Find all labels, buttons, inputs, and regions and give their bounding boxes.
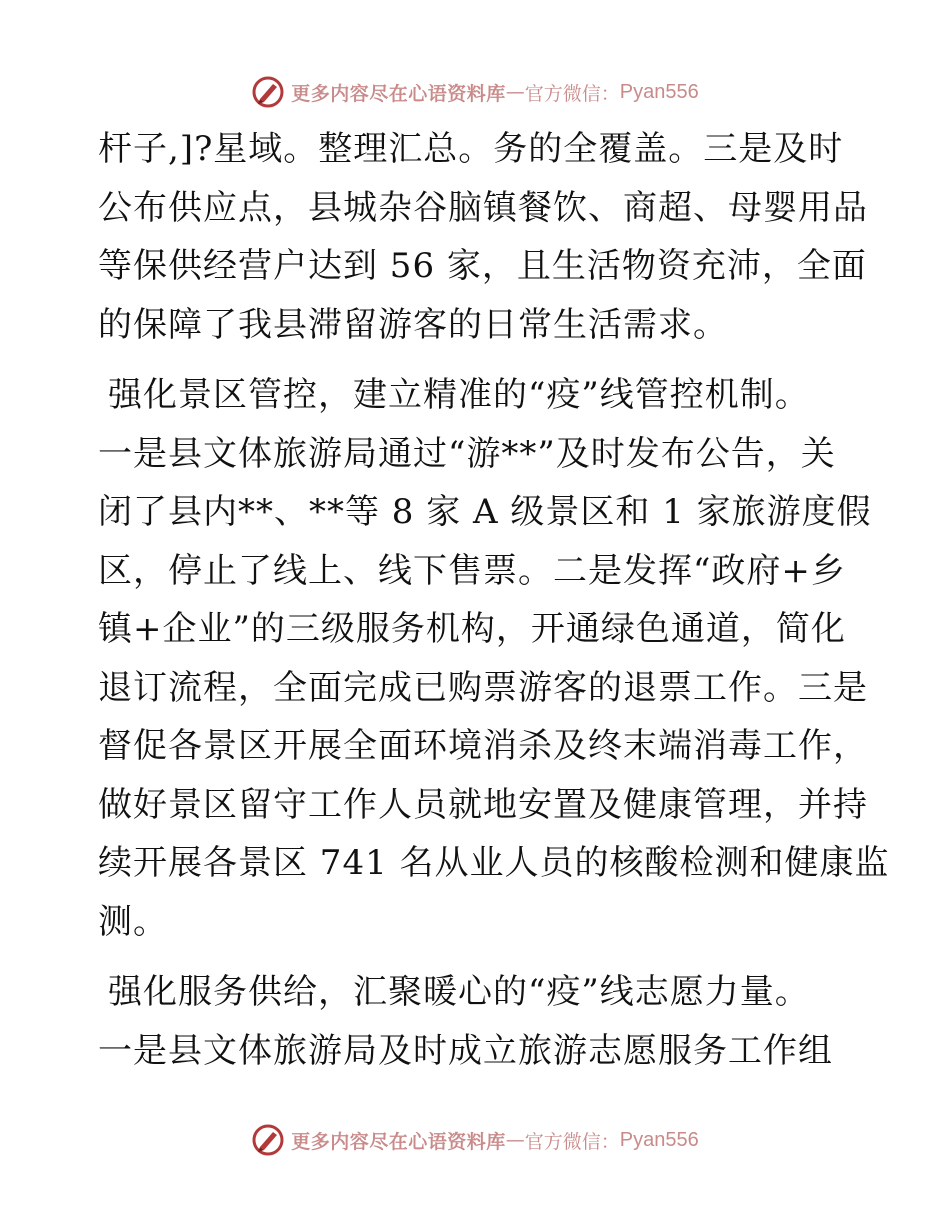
text-line: 的保障了我县滞留游客的日常生活需求。	[98, 304, 728, 345]
text-line: 督促各景区开展全面环境消杀及终末端消毒工作，	[98, 726, 868, 766]
paragraph-spacer	[98, 354, 858, 366]
header-banner	[0, 72, 950, 112]
banner-separator: —	[505, 1129, 525, 1151]
text-line: 续开展各景区 741 名从业人员的核酸检测和健康监	[98, 843, 890, 883]
text-line: 一是县文体旅游局及时成立旅游志愿服务工作组	[98, 1030, 833, 1071]
text-line: 等保供经营户达到 56 家，且生活物资充沛，全面	[98, 246, 867, 286]
text-line: 公布供应点，县城杂谷脑镇餐饮、商超、母婴用品	[98, 187, 868, 228]
document-body	[98, 120, 890, 1080]
banner-wechat-id: Pyan556	[619, 1128, 699, 1151]
text-line: 杆子,]?星域。整理汇总。务的全覆盖。三是及时	[98, 129, 844, 169]
red-circle-pen-logo-icon	[251, 75, 285, 109]
banner-wechat-label: 官方微信：	[524, 1130, 620, 1153]
paragraph-spacer	[98, 951, 858, 963]
text-line: 区，停止了线上、线下售票。二是发挥“政府+乡	[98, 550, 846, 591]
banner-wechat-label: 官方微信：	[524, 82, 620, 105]
text-line: 测。	[98, 901, 168, 942]
text-line: 退订流程，全面完成已购票游客的退票工作。三是	[98, 667, 868, 708]
banner-separator: —	[505, 81, 525, 103]
paragraph-1	[98, 120, 868, 354]
paragraph-3	[98, 963, 858, 1080]
paragraph-2	[98, 366, 890, 951]
banner-wechat-id: Pyan556	[619, 80, 699, 103]
banner-brand-text: 更多内容尽在心语资料库	[291, 82, 506, 105]
text-line: 镇+企业”的三级服务机构，开通绿色通道，简化	[98, 609, 846, 649]
red-circle-pen-logo-icon	[251, 1123, 285, 1157]
text-line: 做好景区留守工作人员就地安置及健康管理，并持	[98, 784, 868, 825]
text-line: 一是县文体旅游局通过“游**”及时发布公告，关	[98, 433, 836, 474]
text-line: 闭了县内**、**等 8 家 A 级景区和 1 家旅游度假	[98, 492, 872, 532]
text-line: 强化景区管控，建立精准的“疫”线管控机制。	[108, 375, 810, 415]
footer-banner	[0, 1120, 950, 1160]
banner-brand-text: 更多内容尽在心语资料库	[291, 1130, 506, 1153]
text-line: 强化服务供给，汇聚暖心的“疫”线志愿力量。	[108, 972, 810, 1012]
